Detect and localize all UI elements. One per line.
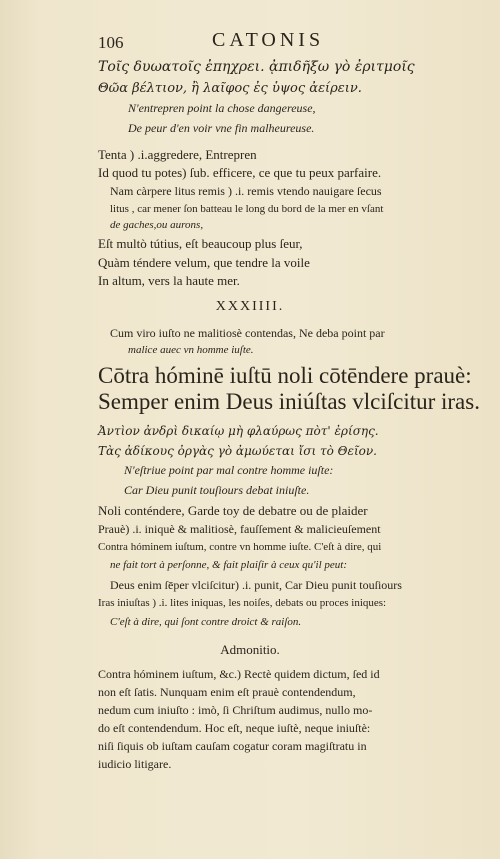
gloss-line: Tenta ) .i.aggredere, Entrepren [98,147,257,162]
commentary-line: Noli conténdere, Garde toy de debatre ou de plaider [98,503,368,518]
greek-verse-4: Τὰς ἀδίκους ὀργὰς γὸ ἀμωύεται ἴσι τὸ Θεῖον. [98,444,377,458]
french-verse-1: N'entrepren point la chose dangereuse, [128,101,316,115]
running-head: CATONIS [212,29,325,51]
admonitio-heading: Admonitio. [220,642,280,657]
commentary-line: ne fait tort à perſonne, & fait plaiſir à ceux qu'il peut: [110,559,347,571]
admonitio-line: niſi ſiquis ob iuſtam cauſam cogatur coram magiſtratu in [98,739,367,753]
gloss-line: In altum, vers la haute mer. [98,273,240,288]
commentary-line: Iras iniuſtas ) .i. lites iniquas, les noiſes, debats ou proces iniques: [98,597,387,609]
commentary-line: C'eſt à dire, qui ſont contre droict & raiſon. [110,616,302,628]
section-heading: XXXIIII. [215,299,285,314]
latin-verse-1: Cōtra hóminē iuſtū noli cōtēndere prauè: [98,363,472,388]
commentary-line: Contra hóminem iuſtum, contre vn homme iuſte. C'eſt à dire, qui [98,541,382,553]
french-verse-2: De peur d'en voir vne fin malheureuse. [128,121,315,135]
latin-verse-2: Semper enim Deus iniúſtas vlciſcitur iras. [98,389,480,414]
maxim-line: malice auec vn homme iuſte. [128,344,254,356]
french-verse-4: Car Dieu punit touſiours debat iniuſte. [124,483,310,497]
greek-verse-3: Ἀντὶον ἀνδρὶ δικαίῳ μὴ φλαύρως πὸτ' ἐρίσης. [98,424,379,438]
greek-verse-1: Τοῖς δυωατοῖς ἐπηχρει. ᾀπιδῆξω γὸ ἐριτμοῖς [98,59,415,75]
gloss-line: Eſt multò tútius, eſt beaucoup plus ſeur, [98,236,303,251]
commentary-line: Deus enim ſēper vlciſcitur) .i. punit, Car Dieu punit touſiours [110,578,402,592]
page-number: 106 [98,33,124,52]
gloss-line: Nam càrpere litus remis ) .i. remis vtendo nauigare ſecus [110,184,382,198]
gloss-line: Id quod tu potes) ſub. efficere, ce que tu peux parfaire. [98,165,382,180]
admonitio-line: non eſt ſatis. Nunquam enim eſt prauè contendendum, [98,685,356,699]
admonitio-line: Contra hóminem iuſtum, &c.) Rectè quidem dictum, ſed id [98,667,380,681]
admonitio-line: do eſt contendendum. Hoc eſt, neque iuſtè, neque iniuſtè: [98,721,371,735]
admonitio-line: nedum cum iniuſto : imò, ſi Chriſtum audimus, nullo mo- [98,703,373,717]
maxim-line: Cum viro iuſto ne malitiosè contendas, Ne deba point par [110,326,385,340]
french-verse-3: N'eſtriue point par mal contre homme iuſte: [124,463,334,477]
admonitio-line: iudicio litigare. [98,757,172,771]
gloss-line: de gaches,ou aurons, [110,219,204,231]
gloss-line: litus , car mener ſon batteau le long du bord de la mer en vſant [110,203,384,215]
commentary-line: Prauè) .i. iniquè & malitiosè, fauſſement & malicieuſement [98,522,381,536]
greek-verse-2: Θῶα βέλτιον, ἢ λαῖφος ἐς ὑψος ἀείρειν. [98,81,362,96]
gloss-line: Quàm téndere velum, que tendre la voile [98,255,310,270]
